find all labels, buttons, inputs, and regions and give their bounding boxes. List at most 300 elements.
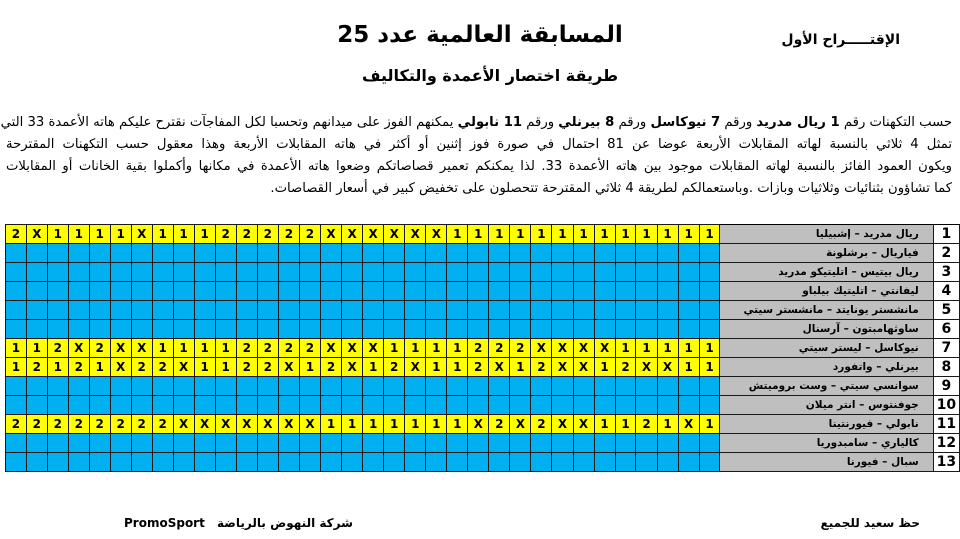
match-number: 13 bbox=[933, 453, 959, 472]
grid-cell bbox=[636, 244, 657, 263]
grid-cell: X bbox=[342, 339, 363, 358]
grid-cell: 2 bbox=[152, 415, 173, 434]
grid-cell bbox=[510, 263, 531, 282]
match-name: ليفانتي – اتليتيك بيلباو bbox=[720, 282, 933, 301]
grid-cell bbox=[131, 282, 152, 301]
grid-cell bbox=[510, 453, 531, 472]
grid-cell: X bbox=[173, 358, 194, 377]
grid-cell: 2 bbox=[26, 358, 47, 377]
grid-cell: 1 bbox=[615, 415, 636, 434]
grid-cell bbox=[363, 434, 384, 453]
grid-cell: 2 bbox=[615, 358, 636, 377]
grid-cell bbox=[6, 434, 27, 453]
grid-cell bbox=[384, 377, 405, 396]
grid-cell bbox=[342, 301, 363, 320]
grid-cell: X bbox=[215, 415, 236, 434]
grid-cell: X bbox=[278, 358, 299, 377]
grid-cell bbox=[510, 320, 531, 339]
grid-cell bbox=[531, 320, 552, 339]
grid-cell: 1 bbox=[447, 415, 468, 434]
match-number: 10 bbox=[933, 396, 959, 415]
grid-cell bbox=[89, 263, 110, 282]
match-number: 9 bbox=[933, 377, 959, 396]
grid-cell: X bbox=[426, 225, 447, 244]
grid-cell bbox=[89, 396, 110, 415]
grid-cell bbox=[26, 282, 47, 301]
grid-cell bbox=[89, 244, 110, 263]
grid-cell bbox=[257, 301, 278, 320]
grid-cell bbox=[152, 263, 173, 282]
grid-cell bbox=[594, 453, 615, 472]
grid-cell bbox=[678, 453, 699, 472]
grid-cell bbox=[678, 377, 699, 396]
grid-cell bbox=[468, 434, 489, 453]
grid-cell: 2 bbox=[215, 225, 236, 244]
grid-cell bbox=[636, 453, 657, 472]
match-name: كالياري – سامبدوريا bbox=[720, 434, 933, 453]
grid-row bbox=[6, 415, 960, 434]
paragraph-line-1: حسب التكهنات رقم 1 ريال مدريد ورقم 7 نيوكاسل ورقم 8 بيرنلي ورقم 11 نابولي يمكنهم الفوز على ميدانهم وتحسبا لكل المفاجآت نقترح عليكم هاته الأعمدة 33 التي bbox=[0, 115, 952, 130]
grid-cell bbox=[68, 396, 89, 415]
grid-row bbox=[6, 377, 960, 396]
grid-cell: 1 bbox=[89, 358, 110, 377]
grid-cell: X bbox=[405, 225, 426, 244]
grid-cell: 1 bbox=[152, 339, 173, 358]
grid-cell: 1 bbox=[426, 358, 447, 377]
grid-cell bbox=[636, 320, 657, 339]
grid-cell: 1 bbox=[426, 339, 447, 358]
grid-cell: 2 bbox=[236, 358, 257, 377]
grid-cell bbox=[47, 244, 68, 263]
grid-cell: 2 bbox=[299, 225, 320, 244]
grid-cell: X bbox=[573, 339, 594, 358]
grid-cell bbox=[699, 320, 720, 339]
grid-cell bbox=[68, 320, 89, 339]
grid-cell bbox=[68, 377, 89, 396]
grid-cell: 1 bbox=[299, 358, 320, 377]
grid-cell: 1 bbox=[173, 225, 194, 244]
grid-cell: 1 bbox=[615, 339, 636, 358]
grid-cell bbox=[699, 301, 720, 320]
grid-cell bbox=[699, 434, 720, 453]
grid-cell bbox=[110, 434, 131, 453]
grid-cell bbox=[342, 377, 363, 396]
grid-cell bbox=[215, 434, 236, 453]
match-number: 5 bbox=[933, 301, 959, 320]
grid-cell bbox=[363, 377, 384, 396]
grid-cell: X bbox=[657, 358, 678, 377]
match-name: سبال – فيورنا bbox=[720, 453, 933, 472]
grid-cell: 1 bbox=[573, 225, 594, 244]
grid-cell bbox=[384, 434, 405, 453]
match-number: 12 bbox=[933, 434, 959, 453]
grid-cell bbox=[363, 453, 384, 472]
grid-cell bbox=[321, 301, 342, 320]
grid-cell bbox=[678, 320, 699, 339]
grid-cell bbox=[194, 320, 215, 339]
grid-cell: 1 bbox=[699, 415, 720, 434]
grid-cell bbox=[26, 263, 47, 282]
grid-cell: 1 bbox=[363, 415, 384, 434]
grid-cell bbox=[321, 263, 342, 282]
grid-cell: 1 bbox=[531, 225, 552, 244]
grid-cell bbox=[236, 377, 257, 396]
grid-cell: 2 bbox=[47, 415, 68, 434]
grid-cell bbox=[299, 434, 320, 453]
grid-cell bbox=[194, 244, 215, 263]
grid-cell bbox=[257, 434, 278, 453]
grid-cell bbox=[657, 396, 678, 415]
grid-cell bbox=[468, 320, 489, 339]
grid-cell: X bbox=[68, 339, 89, 358]
match-name: ريال بيتيس – اتليتيكو مدريد bbox=[720, 263, 933, 282]
grid-cell bbox=[89, 453, 110, 472]
grid-cell: X bbox=[489, 358, 510, 377]
grid-cell bbox=[215, 453, 236, 472]
paragraph-line-4: كما تشاؤون بثنائيات وثلاثيات وبازات .وباستعمالكم لطريقة 4 ثلاثي المقترحة تتحصلون على تخفيض كبير في أسعار القصاصات. bbox=[270, 181, 952, 196]
grid-cell: 1 bbox=[699, 339, 720, 358]
grid-cell: 1 bbox=[594, 225, 615, 244]
grid-cell: X bbox=[573, 358, 594, 377]
grid-cell bbox=[110, 396, 131, 415]
grid-cell bbox=[405, 301, 426, 320]
grid-row bbox=[6, 396, 960, 415]
grid-cell bbox=[657, 453, 678, 472]
grid-cell bbox=[552, 453, 573, 472]
grid-cell bbox=[615, 244, 636, 263]
grid-cell bbox=[110, 301, 131, 320]
grid-cell: 1 bbox=[194, 358, 215, 377]
grid-cell: 1 bbox=[447, 358, 468, 377]
grid-cell bbox=[26, 244, 47, 263]
grid-cell bbox=[194, 301, 215, 320]
grid-cell: X bbox=[405, 358, 426, 377]
grid-cell: 2 bbox=[89, 415, 110, 434]
match-number: 8 bbox=[933, 358, 959, 377]
grid-cell: 2 bbox=[257, 225, 278, 244]
grid-cell: 1 bbox=[384, 415, 405, 434]
match-name: بيرنلي – واتفورد bbox=[720, 358, 933, 377]
match-name: نيوكاسل – ليستر سيتي bbox=[720, 339, 933, 358]
grid-cell bbox=[173, 320, 194, 339]
grid-cell bbox=[615, 453, 636, 472]
grid-cell bbox=[342, 453, 363, 472]
grid-cell: 2 bbox=[299, 339, 320, 358]
grid-cell bbox=[363, 263, 384, 282]
grid-cell: 1 bbox=[194, 339, 215, 358]
grid-cell bbox=[110, 282, 131, 301]
match-number: 1 bbox=[933, 225, 959, 244]
grid-cell bbox=[26, 434, 47, 453]
grid-cell bbox=[131, 320, 152, 339]
grid-cell: 2 bbox=[636, 415, 657, 434]
grid-cell bbox=[68, 244, 89, 263]
grid-cell: 1 bbox=[447, 339, 468, 358]
grid-cell bbox=[194, 377, 215, 396]
grid-cell bbox=[678, 434, 699, 453]
grid-row bbox=[6, 434, 960, 453]
grid-cell bbox=[89, 377, 110, 396]
grid-cell bbox=[194, 434, 215, 453]
grid-cell bbox=[6, 453, 27, 472]
grid-row bbox=[6, 244, 960, 263]
grid-cell bbox=[152, 282, 173, 301]
grid-row bbox=[6, 282, 960, 301]
paragraph-line-3: ويكون العمود الفائز بالنسبة لهاته المقابلات موجود بين هاته الأعمدة 33. لذا يمكنكم تعمير قصاصاتكم وضعوا هاته الأعمدة في مكانها وأكملوا بقية الخانات أو المقابلات bbox=[6, 159, 953, 174]
grid-cell bbox=[89, 301, 110, 320]
grid-cell bbox=[257, 282, 278, 301]
grid-cell bbox=[131, 301, 152, 320]
grid-cell: X bbox=[236, 415, 257, 434]
grid-cell: 1 bbox=[552, 225, 573, 244]
grid-cell: 2 bbox=[531, 415, 552, 434]
grid-cell: X bbox=[636, 358, 657, 377]
page-title: المسابقة العالمية عدد 25 bbox=[337, 22, 623, 48]
grid-cell: 2 bbox=[68, 358, 89, 377]
grid-cell bbox=[173, 244, 194, 263]
grid-cell bbox=[657, 377, 678, 396]
grid-cell bbox=[110, 320, 131, 339]
grid-cell bbox=[110, 377, 131, 396]
grid-cell: 2 bbox=[89, 339, 110, 358]
grid-cell: 1 bbox=[342, 415, 363, 434]
grid-cell bbox=[68, 301, 89, 320]
grid-cell bbox=[257, 453, 278, 472]
grid-cell: X bbox=[299, 415, 320, 434]
match-number: 4 bbox=[933, 282, 959, 301]
grid-cell bbox=[615, 377, 636, 396]
match-number: 6 bbox=[933, 320, 959, 339]
grid-cell bbox=[426, 434, 447, 453]
grid-cell: 1 bbox=[110, 225, 131, 244]
grid-cell bbox=[573, 377, 594, 396]
grid-cell: 1 bbox=[489, 225, 510, 244]
grid-cell bbox=[384, 301, 405, 320]
grid-cell bbox=[426, 396, 447, 415]
grid-cell bbox=[636, 396, 657, 415]
grid-cell: 2 bbox=[321, 358, 342, 377]
match-number: 3 bbox=[933, 263, 959, 282]
grid-cell bbox=[468, 453, 489, 472]
columns-grid bbox=[5, 224, 960, 472]
grid-cell: X bbox=[131, 225, 152, 244]
grid-cell bbox=[236, 320, 257, 339]
grid-cell: X bbox=[552, 358, 573, 377]
grid-cell bbox=[257, 396, 278, 415]
grid-cell bbox=[678, 396, 699, 415]
grid-cell bbox=[215, 244, 236, 263]
grid-cell bbox=[131, 434, 152, 453]
grid-cell bbox=[278, 244, 299, 263]
grid-cell bbox=[278, 453, 299, 472]
grid-cell: 1 bbox=[678, 339, 699, 358]
grid-cell bbox=[552, 377, 573, 396]
grid-cell bbox=[47, 320, 68, 339]
grid-cell: 1 bbox=[89, 225, 110, 244]
grid-cell: 1 bbox=[447, 225, 468, 244]
grid-cell bbox=[489, 282, 510, 301]
grid-cell bbox=[615, 263, 636, 282]
match-number: 11 bbox=[933, 415, 959, 434]
proposal-label: الإقتـــــراح الأول bbox=[781, 32, 900, 48]
grid-cell bbox=[299, 244, 320, 263]
grid-cell bbox=[384, 282, 405, 301]
match-name: مانشستر يونايتد – مانشستر سيتي bbox=[720, 301, 933, 320]
grid-cell bbox=[299, 396, 320, 415]
grid-cell bbox=[6, 377, 27, 396]
grid-cell bbox=[321, 377, 342, 396]
grid-cell: 1 bbox=[510, 358, 531, 377]
grid-cell bbox=[468, 377, 489, 396]
grid-cell bbox=[636, 377, 657, 396]
grid-cell: X bbox=[363, 225, 384, 244]
grid-cell: X bbox=[531, 339, 552, 358]
grid-cell: 1 bbox=[321, 415, 342, 434]
grid-cell bbox=[6, 282, 27, 301]
grid-cell bbox=[47, 453, 68, 472]
grid-cell bbox=[489, 377, 510, 396]
grid-cell bbox=[278, 301, 299, 320]
grid-cell bbox=[510, 396, 531, 415]
grid-cell bbox=[173, 434, 194, 453]
grid-cell bbox=[342, 244, 363, 263]
grid-cell: 2 bbox=[152, 358, 173, 377]
grid-cell bbox=[636, 301, 657, 320]
grid-cell bbox=[678, 301, 699, 320]
grid-cell bbox=[173, 282, 194, 301]
grid-cell bbox=[194, 396, 215, 415]
good-luck-text: حظ سعيد للجميع bbox=[820, 516, 920, 530]
grid-cell bbox=[573, 301, 594, 320]
grid-cell: 2 bbox=[489, 415, 510, 434]
grid-cell bbox=[531, 282, 552, 301]
grid-cell bbox=[342, 396, 363, 415]
grid-cell bbox=[68, 282, 89, 301]
grid-cell: 2 bbox=[489, 339, 510, 358]
match-number: 2 bbox=[933, 244, 959, 263]
grid-cell bbox=[299, 377, 320, 396]
grid-cell bbox=[363, 282, 384, 301]
grid-cell bbox=[468, 244, 489, 263]
grid-cell bbox=[47, 282, 68, 301]
grid-cell: 1 bbox=[47, 358, 68, 377]
grid-cell: 2 bbox=[468, 358, 489, 377]
grid-cell bbox=[594, 263, 615, 282]
grid-cell bbox=[468, 282, 489, 301]
grid-cell: 1 bbox=[615, 225, 636, 244]
grid-cell bbox=[657, 263, 678, 282]
grid-cell bbox=[657, 320, 678, 339]
grid-cell: 2 bbox=[68, 415, 89, 434]
grid-cell: 1 bbox=[68, 225, 89, 244]
grid-cell bbox=[278, 282, 299, 301]
grid-cell: 2 bbox=[131, 358, 152, 377]
grid-cell bbox=[699, 453, 720, 472]
grid-row bbox=[6, 225, 960, 244]
grid-cell bbox=[405, 244, 426, 263]
grid-cell bbox=[405, 396, 426, 415]
grid-cell bbox=[426, 377, 447, 396]
grid-cell bbox=[426, 263, 447, 282]
grid-cell bbox=[552, 434, 573, 453]
grid-cell: 1 bbox=[636, 339, 657, 358]
company-name-en: PromoSport bbox=[124, 516, 205, 530]
match-number: 7 bbox=[933, 339, 959, 358]
grid-cell bbox=[573, 244, 594, 263]
grid-cell: X bbox=[278, 415, 299, 434]
grid-cell bbox=[447, 434, 468, 453]
grid-cell bbox=[131, 396, 152, 415]
grid-cell bbox=[573, 320, 594, 339]
grid-cell bbox=[321, 320, 342, 339]
match-name: سوانسي سيتي – وست بروميتش bbox=[720, 377, 933, 396]
grid-cell bbox=[173, 377, 194, 396]
grid-cell bbox=[510, 377, 531, 396]
grid-cell: X bbox=[110, 358, 131, 377]
grid-cell: 1 bbox=[657, 339, 678, 358]
grid-cell bbox=[384, 244, 405, 263]
grid-cell bbox=[573, 263, 594, 282]
grid-cell bbox=[384, 320, 405, 339]
grid-cell bbox=[26, 301, 47, 320]
grid-cell bbox=[531, 244, 552, 263]
grid-cell bbox=[615, 396, 636, 415]
grid-cell bbox=[299, 320, 320, 339]
grid-cell: 1 bbox=[699, 358, 720, 377]
grid-cell bbox=[489, 434, 510, 453]
grid-cell bbox=[110, 453, 131, 472]
grid-cell: 1 bbox=[405, 339, 426, 358]
grid-cell bbox=[405, 453, 426, 472]
grid-cell bbox=[636, 434, 657, 453]
grid-cell bbox=[405, 377, 426, 396]
grid-cell bbox=[447, 396, 468, 415]
grid-cell bbox=[321, 396, 342, 415]
grid-cell: 2 bbox=[6, 415, 27, 434]
grid-cell bbox=[657, 434, 678, 453]
grid-cell bbox=[363, 301, 384, 320]
grid-cell bbox=[342, 320, 363, 339]
grid-cell bbox=[110, 263, 131, 282]
grid-cell bbox=[131, 263, 152, 282]
grid-cell bbox=[299, 263, 320, 282]
grid-cell: 2 bbox=[131, 415, 152, 434]
grid-cell bbox=[6, 320, 27, 339]
grid-cell bbox=[384, 453, 405, 472]
grid-cell: X bbox=[552, 339, 573, 358]
grid-cell bbox=[468, 396, 489, 415]
grid-cell bbox=[489, 396, 510, 415]
grid-row bbox=[6, 320, 960, 339]
grid-row bbox=[6, 453, 960, 472]
grid-cell: X bbox=[468, 415, 489, 434]
grid-cell bbox=[384, 396, 405, 415]
grid-cell bbox=[194, 263, 215, 282]
grid-cell bbox=[152, 434, 173, 453]
grid-cell bbox=[152, 301, 173, 320]
grid-cell bbox=[447, 282, 468, 301]
grid-cell bbox=[489, 301, 510, 320]
grid-cell bbox=[299, 282, 320, 301]
grid-cell bbox=[405, 320, 426, 339]
grid-cell: X bbox=[321, 339, 342, 358]
grid-cell bbox=[363, 244, 384, 263]
grid-cell bbox=[236, 282, 257, 301]
match-name: نابولي – فيورنتينا bbox=[720, 415, 933, 434]
grid-cell bbox=[405, 263, 426, 282]
grid-cell bbox=[236, 453, 257, 472]
grid-cell bbox=[657, 282, 678, 301]
